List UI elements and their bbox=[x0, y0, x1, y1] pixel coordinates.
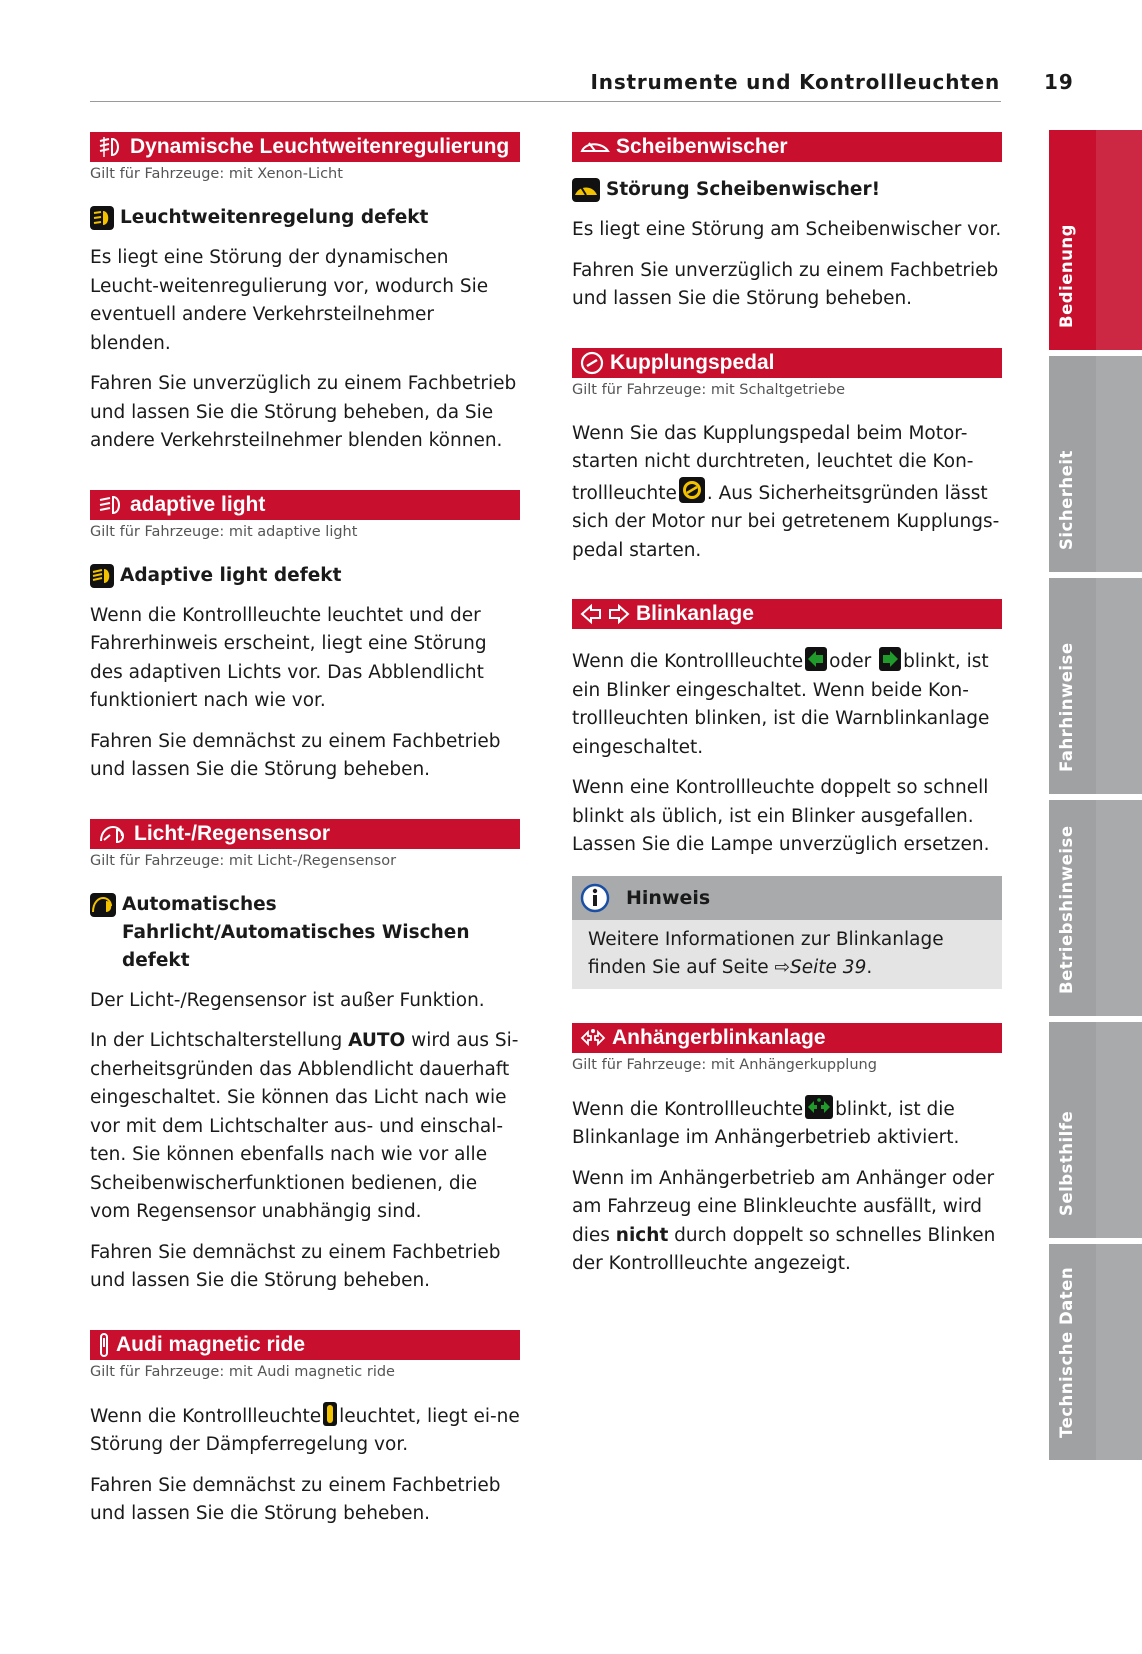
paragraph: Wenn die Kontrollleuchte leuchtet und der Fahrerhinweis erscheint, liegt eine Störung des adaptiven Lichts vor. Das Abblendlicht funktioniert nach wie vor. bbox=[90, 604, 487, 711]
trailer-indicator-icon bbox=[805, 1095, 833, 1119]
warning-heading bbox=[90, 891, 520, 975]
adaptive-light-warning-icon bbox=[90, 564, 114, 588]
right-column bbox=[572, 132, 1002, 1279]
section-header-licht-regensensor bbox=[90, 819, 520, 849]
light-rain-sensor-icon bbox=[98, 823, 128, 845]
turn-left-indicator-icon bbox=[805, 647, 827, 671]
paragraph: Wenn eine Kontrollleuchte doppelt so schnell blinkt als üblich, ist ein Blinker ausgefallen. Lassen Sie die Lampe unverzüglich ersetzen. bbox=[572, 777, 990, 855]
warning-text: Störung Scheibenwischer! bbox=[606, 179, 881, 200]
damper-warning-icon bbox=[323, 1402, 337, 1426]
warning-text: Automatisches Fahrlicht/Automatisches Wischen defekt bbox=[122, 893, 470, 971]
paragraph bbox=[572, 420, 1002, 566]
tab-label: Bedienung bbox=[1057, 224, 1076, 328]
paragraph: Fahren Sie demnächst zu einem Fachbetrieb und lassen Sie die Störung beheben. bbox=[90, 730, 501, 780]
text-run: Wenn die Kontrollleuchte bbox=[572, 651, 804, 672]
warning-heading bbox=[90, 562, 520, 590]
applies-to: Gilt für Fahrzeuge: mit adaptive light bbox=[90, 523, 358, 540]
paragraph bbox=[90, 1402, 520, 1460]
running-header-title: Instrumente und Kontrollleuchten bbox=[590, 70, 1000, 94]
applies-to: Gilt für Fahrzeuge: mit Xenon-Licht bbox=[90, 166, 343, 182]
turn-signal-icon bbox=[580, 603, 630, 625]
paragraph: Es liegt eine Störung der dynamischen Leucht-weitenregulierung vor, wodurch Sie eventuell andere Verkehrsteilnehmer blenden. bbox=[90, 247, 489, 354]
section-header-leuchtweitenregulierung bbox=[90, 132, 520, 162]
applies-to: Gilt für Fahrzeuge: mit Licht-/Regensensor bbox=[90, 852, 397, 869]
hint-box bbox=[572, 876, 1002, 989]
hint-header bbox=[572, 876, 1002, 920]
section-header-kupplungspedal bbox=[572, 348, 1002, 378]
paragraph bbox=[572, 1095, 1002, 1153]
tab-label: Sicherheit bbox=[1057, 450, 1076, 550]
tab-betriebshinweise[interactable] bbox=[1049, 800, 1142, 1016]
section-title: Anhängerblinkanlage bbox=[612, 1025, 826, 1049]
light-rain-sensor-warning-icon bbox=[90, 893, 116, 917]
hint-body bbox=[572, 920, 1002, 989]
paragraph: Fahren Sie unverzüglich zu einem Fachbetrieb und lassen Sie die Störung beheben, da Sie andere Verkehrsteilnehmer blenden können. bbox=[90, 373, 517, 451]
adaptive-light-icon bbox=[98, 494, 124, 516]
warning-text: Leuchtweitenregelung defekt bbox=[120, 207, 429, 228]
text-run: . Aus Sicherheitsgründen lässt sich der Motor nur bei getretenem Kupplungs-pedal starten. bbox=[572, 482, 1000, 561]
warning-heading bbox=[572, 176, 1002, 204]
paragraph: Fahren Sie demnächst zu einem Fachbetrieb und lassen Sie die Störung beheben. bbox=[90, 1474, 501, 1524]
applies-to: Gilt für Fahrzeuge: mit Anhängerkupplung bbox=[572, 1056, 877, 1073]
auto-keyword: AUTO bbox=[348, 1030, 406, 1051]
hint-text: Weitere Informationen zur Blinkanlage finden Sie auf Seite bbox=[588, 928, 944, 978]
section-header-adaptive-light bbox=[90, 490, 520, 520]
turn-right-indicator-icon bbox=[879, 647, 901, 671]
text-run: In der Lichtschalterstellung bbox=[90, 1030, 349, 1051]
tab-fahrhinweise[interactable] bbox=[1049, 578, 1142, 794]
page-ref-arrow: ⇨ bbox=[774, 957, 791, 978]
trailer-turn-signal-icon bbox=[580, 1027, 606, 1049]
paragraph: Fahren Sie demnächst zu einem Fachbetrieb und lassen Sie die Störung beheben. bbox=[90, 1241, 501, 1291]
page-number: 19 bbox=[1044, 70, 1074, 94]
paragraph bbox=[572, 1165, 1002, 1279]
text-run: Wenn Sie das Kupplungspedal beim Motor-starten nicht durchtreten, leuchtet die Kon-trollleuchte bbox=[572, 422, 974, 504]
wiper-icon bbox=[580, 137, 610, 157]
warning-text: Adaptive light defekt bbox=[120, 564, 342, 586]
text-run: blinkt, ist die Blinkanlage im Anhängerbetrieb aktiviert. bbox=[572, 1098, 960, 1148]
tab-label: Betriebshinweise bbox=[1057, 825, 1076, 994]
tab-label: Technische Daten bbox=[1057, 1266, 1076, 1438]
hint-end: . bbox=[866, 957, 873, 978]
paragraph bbox=[572, 647, 1002, 762]
section-header-scheibenwischer bbox=[572, 132, 1002, 162]
headlight-range-warning-icon bbox=[90, 206, 114, 230]
headlight-range-icon bbox=[98, 136, 124, 158]
section-title: Kupplungspedal bbox=[610, 350, 775, 374]
clutch-warning-icon bbox=[679, 477, 705, 503]
hint-title: Hinweis bbox=[626, 886, 711, 909]
tab-sicherheit[interactable] bbox=[1049, 356, 1142, 572]
damper-icon bbox=[98, 1333, 110, 1357]
wiper-warning-icon bbox=[572, 178, 600, 202]
clutch-icon bbox=[580, 351, 604, 375]
section-header-blinkanlage bbox=[572, 599, 1002, 629]
info-icon bbox=[580, 883, 610, 913]
paragraph: Es liegt eine Störung am Scheibenwischer vor. bbox=[572, 219, 1002, 240]
tab-label: Selbsthilfe bbox=[1057, 1110, 1076, 1216]
tab-bedienung[interactable] bbox=[1049, 130, 1142, 350]
header-rule bbox=[90, 101, 1001, 102]
section-title: Blinkanlage bbox=[636, 602, 754, 625]
text-run: durch doppelt so schnelles Blinken der Kontrollleuchte angezeigt. bbox=[572, 1224, 996, 1274]
text-run: Wenn die Kontrollleuchte bbox=[90, 1405, 322, 1427]
tab-technische-daten[interactable] bbox=[1049, 1244, 1142, 1460]
warning-heading bbox=[90, 204, 520, 232]
section-title: Scheibenwischer bbox=[616, 135, 788, 158]
left-column bbox=[90, 132, 520, 1529]
text-run: wird aus Si-cherheitsgründen das Abblendlicht dauerhaft eingeschaltet. Sie können das Licht nach wie vor mit dem Lichtschalter aus- und einschal-ten. Sie können ebenfalls nach wie vor alle Scheibenwischerfunktionen bedienen, die vom Regensensor unabhängig sind. bbox=[90, 1030, 519, 1222]
section-title: adaptive light bbox=[130, 492, 266, 516]
paragraph: Fahren Sie unverzüglich zu einem Fachbetrieb und lassen Sie die Störung beheben. bbox=[572, 259, 999, 309]
text-run: Wenn die Kontrollleuchte bbox=[572, 1098, 804, 1120]
section-title: Audi magnetic ride bbox=[116, 1332, 306, 1356]
section-title: Licht-/Regensensor bbox=[134, 821, 331, 845]
text-run: Wenn im Anhängerbetrieb am Anhänger oder am Fahrzeug eine Blinkleuchte ausfällt, wird dies bbox=[572, 1167, 995, 1246]
text-run: leuchtet, liegt ei-ne Störung der Dämpferregelung vor. bbox=[90, 1405, 520, 1455]
section-header-audi-magnetic-ride bbox=[90, 1330, 520, 1360]
section-header-anhaengerblinkanlage bbox=[572, 1023, 1002, 1053]
tab-selbsthilfe[interactable] bbox=[1049, 1022, 1142, 1238]
text-run: blinkt, ist ein Blinker eingeschaltet. Wenn beide Kon-trollleuchten blinken, ist die Warnblinkanlage eingeschaltet. bbox=[572, 651, 990, 758]
page-reference-link[interactable]: Seite 39 bbox=[790, 957, 867, 978]
text-run: oder bbox=[829, 651, 872, 672]
emphasis-nicht: nicht bbox=[615, 1224, 669, 1246]
section-title: Dynamische Leuchtweitenregulierung bbox=[130, 135, 510, 158]
tab-label: Fahrhinweise bbox=[1057, 642, 1076, 772]
applies-to: Gilt für Fahrzeuge: mit Audi magnetic ride bbox=[90, 1363, 395, 1380]
paragraph: Der Licht-/Regensensor ist außer Funktion. bbox=[90, 989, 485, 1011]
applies-to: Gilt für Fahrzeuge: mit Schaltgetriebe bbox=[572, 381, 846, 398]
paragraph bbox=[90, 1027, 520, 1227]
